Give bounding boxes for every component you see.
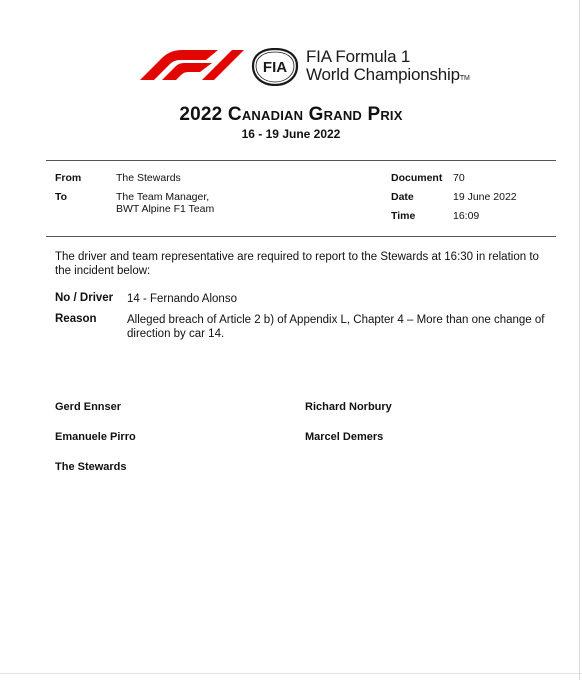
page-bottom-edge xyxy=(0,673,582,674)
event-name: Canadian Grand Prix xyxy=(227,104,403,125)
reason-value: Alleged breach of Article 2 b) of Appendix L, Chapter 4 – More than one change of direction by car 14. xyxy=(127,314,545,340)
event-dates: 16 - 19 June 2022 xyxy=(241,127,341,141)
brand-line-1: FIA Formula 1 xyxy=(306,47,411,66)
brand-line-2 xyxy=(306,66,470,88)
fia-logo-lettering: FIA xyxy=(262,59,288,76)
steward-signature-1: Gerd Ennser xyxy=(55,401,122,413)
to-value-line-1: The Team Manager, xyxy=(116,191,210,203)
brand-line-2-text: World Championship xyxy=(306,65,460,84)
fia-logo-icon xyxy=(250,48,300,86)
top-divider xyxy=(46,160,556,161)
from-value: The Stewards xyxy=(116,172,181,184)
reason-label: Reason xyxy=(55,313,97,325)
stewards-closing: The Stewards xyxy=(55,461,127,473)
page-edge xyxy=(579,0,580,680)
trademark-mark: TM xyxy=(459,75,470,82)
document-number: 70 xyxy=(453,172,465,184)
header-logos xyxy=(132,46,492,86)
time-value: 16:09 xyxy=(453,210,480,222)
event-year: 2022 xyxy=(179,104,223,125)
steward-signature-4: Marcel Demers xyxy=(305,431,384,443)
from-label: From xyxy=(55,172,82,184)
steward-signature-3: Emanuele Pirro xyxy=(55,431,136,443)
bottom-divider xyxy=(46,236,556,237)
to-label: To xyxy=(55,191,68,203)
summons-intro: The driver and team representative are required to report to the Stewards at 16:30 in relation to the incident below: xyxy=(55,251,539,277)
driver-label: No / Driver xyxy=(55,292,114,304)
time-label: Time xyxy=(391,210,416,222)
to-value-line-2: BWT Alpine F1 Team xyxy=(116,203,215,215)
date-value: 19 June 2022 xyxy=(453,191,517,203)
f1-logo-icon xyxy=(132,50,244,80)
to-value xyxy=(116,191,214,215)
steward-signature-2: Richard Norbury xyxy=(305,401,392,413)
date-label: Date xyxy=(391,191,414,203)
event-title xyxy=(0,104,582,126)
document-label: Document xyxy=(391,172,443,184)
championship-name xyxy=(306,48,470,88)
driver-value: 14 - Fernando Alonso xyxy=(127,293,237,305)
